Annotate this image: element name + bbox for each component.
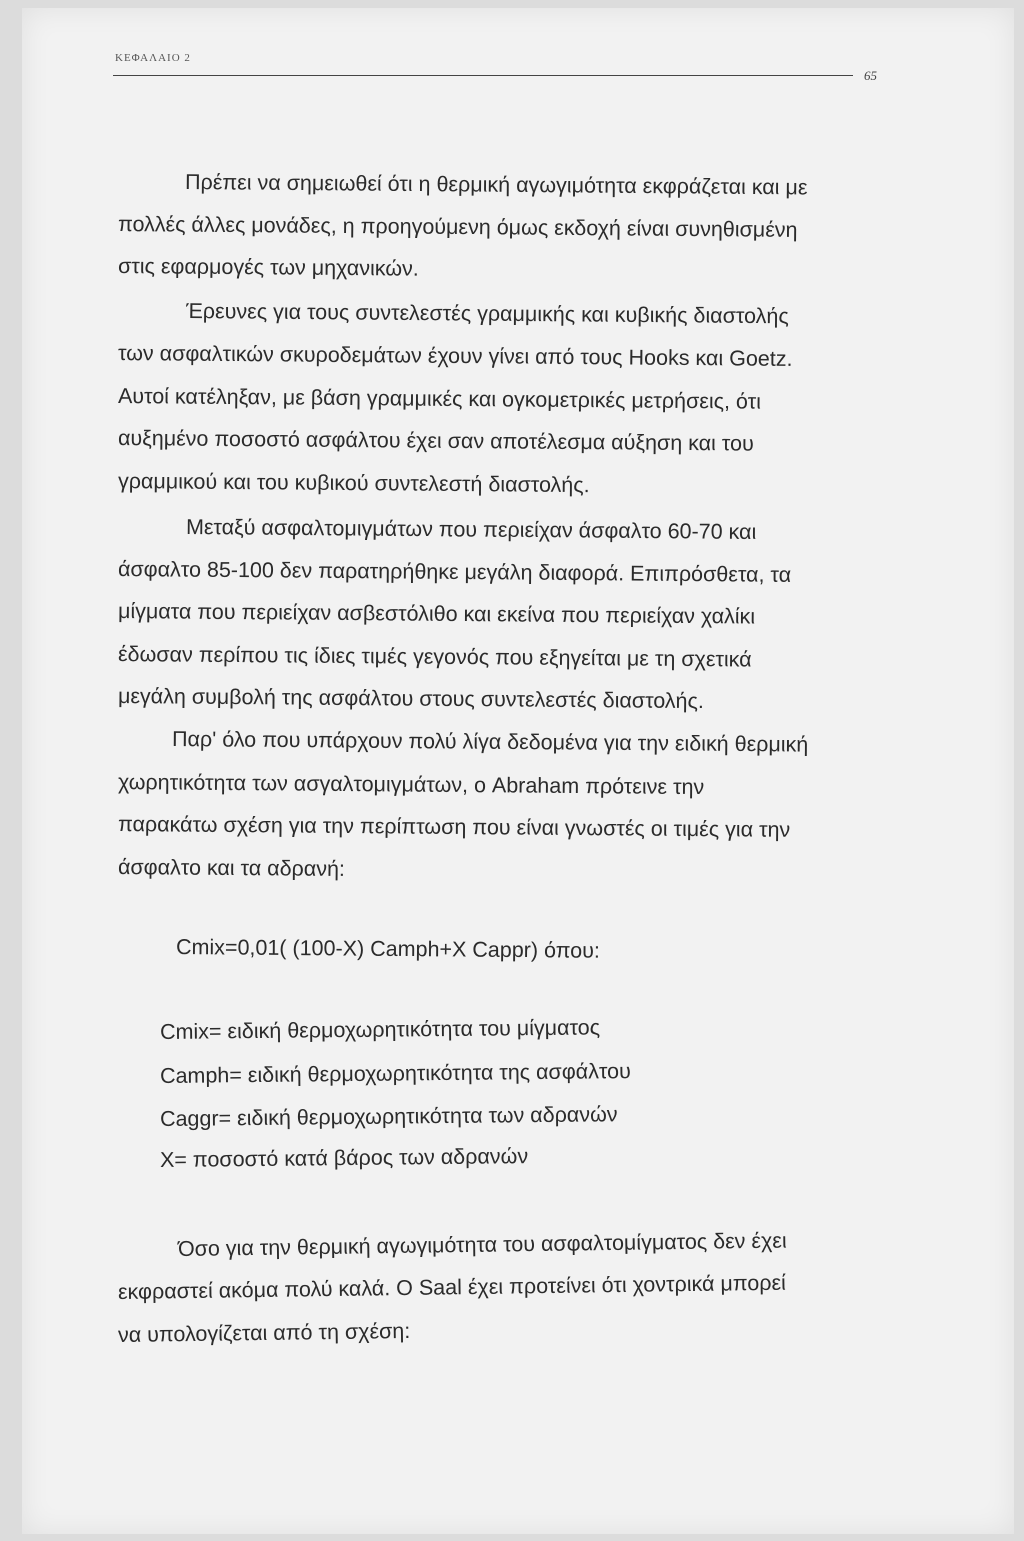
definition-line: Camph= ειδική θερμοχωρητικότητα της ασφάλτου	[159, 1059, 631, 1088]
text-line: πολλές άλλες μονάδες, η προηγούμενη όμως εκδοχή είναι συνηθισμένη	[117, 212, 798, 242]
text-line: Πρέπει να σημειωθεί ότι η θερμική αγωγιμότητα εκφράζεται και με	[184, 170, 808, 200]
text-line: στις εφαρμογές των μηχανικών.	[117, 254, 419, 281]
text-line: μίγματα που περιείχαν ασβεστόλιθο και εκείνα που περιείχαν χαλίκι	[117, 599, 756, 629]
text-line: παρακάτω σχέση για την περίπτωση που είναι γνωστές οι τιμές για την	[117, 812, 791, 842]
definition-line: Caggr= ειδική θερμοχωρητικότητα των αδρανών	[159, 1102, 618, 1131]
formula: Cmix=0,01( (100-X) Camph+X Cappr) όπου:	[175, 935, 600, 963]
text-line: μεγάλη συμβολή της ασφάλτου στους συντελεστές διαστολής.	[117, 684, 705, 714]
page-number: 65	[864, 68, 877, 83]
text-line: εκφραστεί ακόμα πολύ καλά. O Saal έχει προτείνει ότι χοντρικά μπορεί	[117, 1270, 787, 1304]
text-line: άσφαλτο 85-100 δεν παρατηρήθηκε μεγάλη διαφορά. Επιπρόσθετα, τα	[117, 557, 792, 587]
text-line: έδωσαν περίπου τις ίδιες τιμές γεγονός που εξηγείται με τη σχετικά	[117, 642, 752, 672]
text-line: να υπολογίζεται από τη σχέση:	[117, 1318, 411, 1347]
definition-line: X= ποσοστό κατά βάρος των αδρανών	[159, 1144, 529, 1172]
text-line: χωρητικότητα των ασγαλτομιγμάτων, ο Abraham πρότεινε την	[117, 770, 705, 800]
text-line: γραμμικού και του κυβικού συντελεστή διαστολής.	[117, 469, 590, 498]
text-line: Μεταξύ ασφαλτομιγμάτων που περιείχαν άσφαλτο 60-70 και	[185, 515, 757, 544]
text-line: Αυτοί κατέληξαν, με βάση γραμμικές και ογκομετρικές μετρήσεις, ότι	[117, 384, 762, 414]
header-rule	[113, 75, 853, 76]
text-line: Όσο για την θερμική αγωγιμότητα του ασφαλτομίγματος δεν έχει	[177, 1228, 787, 1261]
text-line: των ασφαλτικών σκυροδεμάτων έχουν γίνει από τους Hooks και Goetz.	[117, 341, 793, 371]
running-header-chapter: ΚΕΦΑΛΑΙΟ 2	[115, 52, 191, 64]
text-line: Έρευνες για τους συντελεστές γραμμικής και κυβικής διαστολής	[185, 299, 789, 329]
text-line: Παρ' όλο που υπάρχουν πολύ λίγα δεδομένα για την ειδική θερμική	[171, 727, 809, 757]
definition-line: Cmix= ειδική θερμοχωρητικότητα του μίγματος	[159, 1015, 601, 1044]
text-line: άσφαλτο και τα αδρανή:	[117, 855, 346, 881]
text-line: αυξημένο ποσοστό ασφάλτου έχει σαν αποτέλεσμα αύξηση και του	[117, 426, 754, 456]
